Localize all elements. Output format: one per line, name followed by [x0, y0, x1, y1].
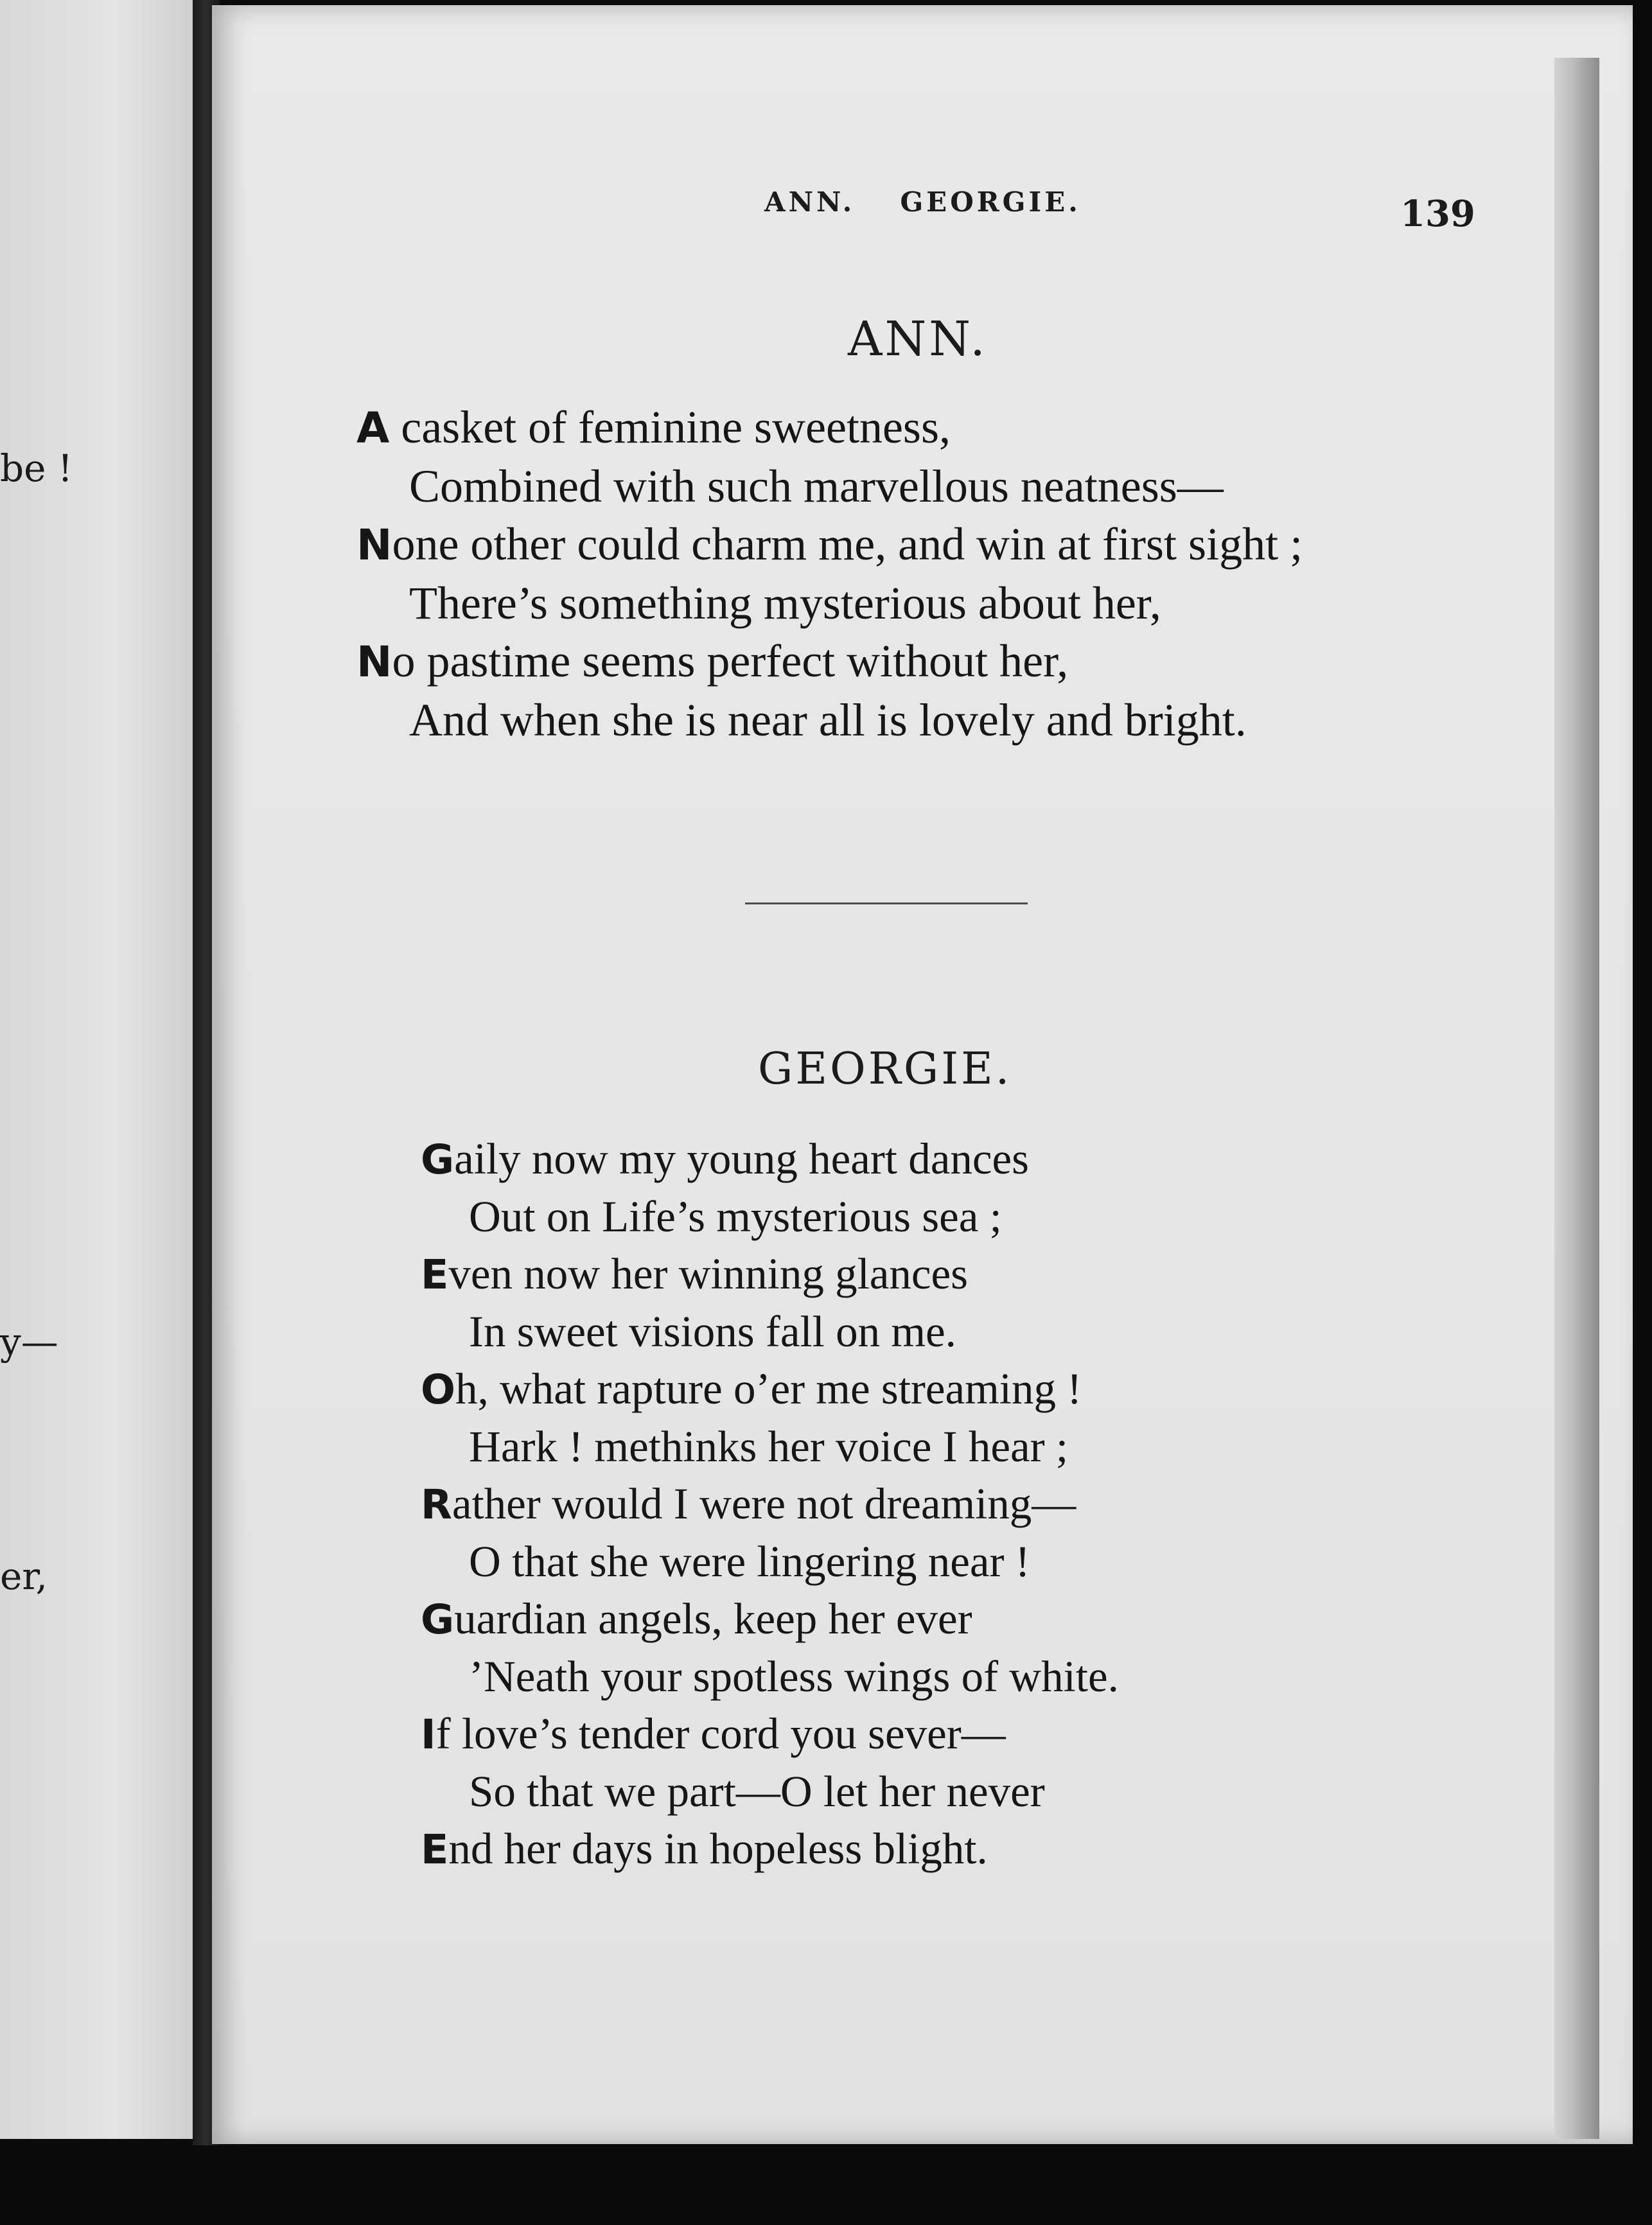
acrostic-initial: R — [421, 1481, 452, 1528]
poem-line-text: There’s something mysterious about her, — [409, 577, 1161, 629]
running-title-georgie: GEORGIE. — [900, 186, 1081, 218]
poem-line-text: casket of feminine sweetness, — [389, 401, 951, 453]
acrostic-initial: I — [421, 1711, 436, 1758]
poem-line — [421, 1245, 1119, 1303]
section-divider — [745, 902, 1028, 904]
acrostic-initial: G — [421, 1136, 455, 1183]
acrostic-initial: O — [421, 1366, 455, 1413]
acrostic-initial: A — [356, 403, 390, 453]
poem-line-text: ven now her winning glances — [448, 1249, 968, 1298]
poem-line-text: nd her days in hopeless blight. — [448, 1824, 988, 1873]
poem-line-text: h, what rapture o’er me streaming ! — [455, 1364, 1082, 1413]
poem-line — [356, 398, 1303, 457]
poem-line-text: o pastime seems perfect without her, — [392, 635, 1069, 687]
poem-line — [356, 457, 1303, 515]
facing-page-fragment: be ! — [0, 446, 73, 490]
facing-page-fragment: er, — [0, 1554, 48, 1598]
poem-line — [356, 691, 1303, 749]
poem-line-text: Combined with such marvellous neatness— — [409, 461, 1224, 512]
poem-line-text: O that she were lingering near ! — [469, 1537, 1030, 1586]
poem-line — [421, 1475, 1119, 1533]
poem-line-text: And when she is near all is lovely and bright. — [409, 694, 1247, 746]
acrostic-initial: N — [356, 520, 392, 570]
acrostic-initial: G — [421, 1596, 455, 1643]
page-edge — [1554, 58, 1599, 2139]
poem-line — [421, 1418, 1119, 1475]
page-number: 139 — [1400, 193, 1475, 235]
poem-line — [421, 1590, 1119, 1648]
poem-line-text: So that we part—O let her never — [469, 1767, 1045, 1816]
acrostic-initial: N — [356, 637, 392, 687]
facing-page — [0, 0, 193, 2139]
poem-line — [421, 1648, 1119, 1705]
poem-line — [421, 1763, 1119, 1820]
acrostic-initial: E — [421, 1251, 449, 1298]
poem-line — [421, 1533, 1119, 1590]
poem-line-text: Hark ! methinks her voice I hear ; — [469, 1422, 1069, 1471]
poem-line — [421, 1188, 1119, 1245]
poem-georgie — [421, 1130, 1119, 1878]
poem-line-text: ’Neath your spotless wings of white. — [469, 1652, 1119, 1701]
poem-line — [356, 574, 1303, 632]
facing-page-fragment: y— — [0, 1320, 58, 1364]
poem-line — [356, 632, 1303, 691]
poem-line-text: aily now my young heart dances — [454, 1134, 1029, 1183]
poem-ann — [356, 398, 1303, 749]
poem-line-text: uardian angels, keep her ever — [454, 1594, 972, 1643]
poem-line — [421, 1303, 1119, 1360]
poem-title-ann: ANN. — [848, 312, 988, 367]
poem-title-georgie: GEORGIE. — [758, 1044, 1012, 1095]
poem-line-text: ather would I were not dreaming— — [452, 1479, 1076, 1528]
poem-line-text: one other could charm me, and win at first sight ; — [392, 518, 1303, 570]
running-head — [764, 186, 1081, 218]
poem-line-text: f love’s tender cord you sever— — [435, 1709, 1006, 1758]
running-title-ann: ANN. — [764, 186, 856, 218]
acrostic-initial: E — [421, 1825, 449, 1873]
poem-line — [421, 1705, 1119, 1763]
poem-line-text: Out on Life’s mysterious sea ; — [469, 1192, 1002, 1241]
poem-line — [421, 1130, 1119, 1188]
poem-line — [421, 1820, 1119, 1878]
poem-line — [421, 1360, 1119, 1418]
poem-line-text: In sweet visions fall on me. — [469, 1307, 956, 1356]
poem-line — [356, 515, 1303, 574]
